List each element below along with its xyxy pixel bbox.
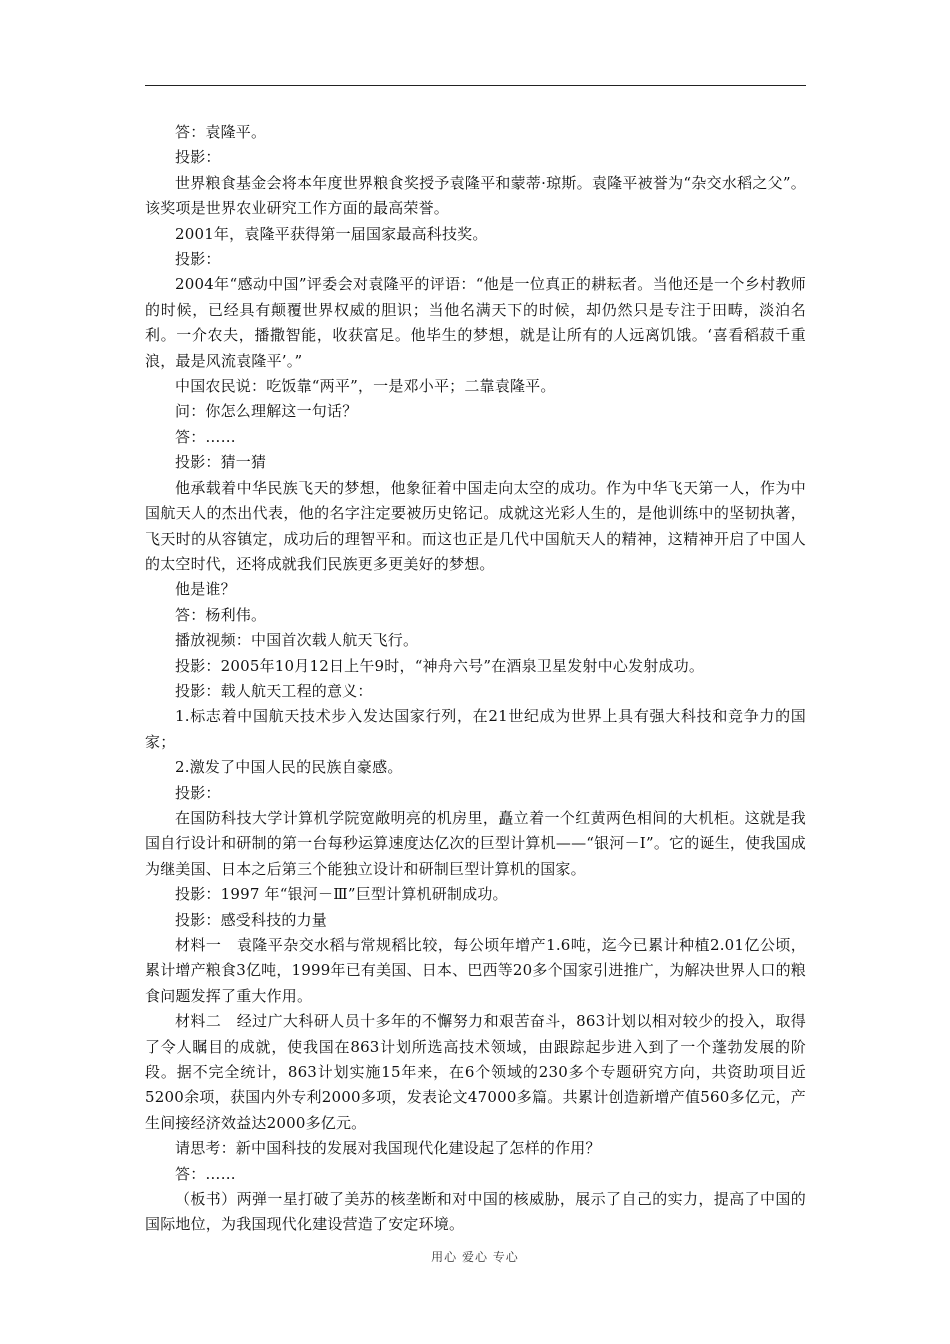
paragraph: 投影： [175, 783, 221, 802]
paragraph: 答：…… [175, 427, 236, 446]
paragraph: 投影：载人航天工程的意义： [175, 681, 373, 700]
paragraph: 投影： [175, 148, 221, 167]
paragraph: 投影：2005年10月12日上午9时，“神舟六号”在酒泉卫星发射中心发射成功。 [175, 656, 705, 675]
paragraph: 请思考：新中国科技的发展对我国现代化建设起了怎样的作用？ [175, 1139, 601, 1158]
paragraph: 材料一 袁隆平杂交水稻与常规稻比较，每公顷年增产1.6吨，迄今已累计种植2.01亿公顷，累计增产粮食3亿吨，1999年已有美国、日本、巴西等20多个国家引进推广，为解决世界人口的粮食问题发挥了重大作用。 [145, 936, 807, 1005]
paragraph: 投影：1997 年“银河－Ⅲ”巨型计算机研制成功。 [175, 885, 508, 904]
document-body [145, 120, 806, 1238]
paragraph: 播放视频：中国首次载人航天飞行。 [175, 631, 419, 650]
list-item: 1.标志着中国航天技术步入发达国家行列，在21世纪成为世界上具有强大科技和竞争力的国家； [145, 707, 806, 751]
page-footer: 用心 爱心 专心 [431, 1250, 519, 1264]
paragraph: 世界粮食基金会将本年度世界粮食奖授予袁隆平和蒙蒂·琼斯。袁隆平被誉为“杂交水稻之父”。该奖项是世界农业研究工作方面的最高荣誉。 [145, 173, 806, 218]
paragraph: 答：…… [175, 1164, 236, 1183]
paragraph: 材料二 经过广大科研人员十多年的不懈努力和艰苦奋斗，863计划以相对较少的投入，取得了令人瞩目的成就，使我国在863计划所选高技术领域，由跟踪起步进入到了一个蓬勃发展的阶段。据不完全统计，863计划实施15年来，在6个领域的230多个专题研究方向，共资助项目近5200余项，获国内外专利2000多项，发表论文47000多篇。共累计创造新增产值560多亿元，产生间接经济效益达2000多亿元。 [145, 1012, 806, 1132]
paragraph: （板书）两弹一星打破了美苏的核垄断和对中国的核威胁，展示了自己的实力，提高了中国的国际地位，为我国现代化建设营造了安定环境。 [145, 1190, 806, 1234]
paragraph: 答：杨利伟。 [175, 605, 267, 624]
paragraph: 投影：猜一猜 [175, 453, 267, 472]
paragraph: 中国农民说：吃饭靠“两平”，一是邓小平；二靠袁隆平。 [175, 377, 556, 396]
paragraph: 答：袁隆平。 [175, 123, 267, 141]
header-rule [145, 85, 806, 86]
paragraph: 投影：感受科技的力量 [175, 910, 328, 929]
paragraph: 2004年“感动中国”评委会对袁隆平的评语：“他是一位真正的耕耘者。当他还是一个乡村教师的时候，已经具有颠覆世界权威的胆识；当他名满天下的时候，却仍然只是专注于田畴，淡泊名利。一介农夫，播撒智能，收获富足。他毕生的梦想，就是让所有的人远离饥饿。‘喜看稻菽千重浪，最是风流袁隆平’。” [145, 275, 806, 370]
paragraph: 2001年，袁隆平获得第一届国家最高科技奖。 [175, 224, 488, 243]
paragraph: 在国防科技大学计算机学院宽敞明亮的机房里，矗立着一个红黄两色相间的大机柜。这就是我国自行设计和研制的第一台每秒运算速度达亿次的巨型计算机——“银河－Ⅰ”。它的诞生，使我国成为继美国、日本之后第三个能独立设计和研制巨型计算机的国家。 [145, 808, 806, 878]
paragraph: 他承载着中华民族飞天的梦想，他象征着中国走向太空的成功。作为中华飞天第一人，作为中国航天人的杰出代表，他的名字注定要被历史铭记。成就这光彩人生的，是他训练中的坚韧执著，飞天时的从容镇定，成功后的理智平和。而这也正是几代中国航天人的精神，这精神开启了中国人的太空时代，还将成就我们民族更多更美好的梦想。 [145, 478, 806, 573]
paragraph: 问：你怎么理解这一句话？ [175, 402, 358, 421]
paragraph: 投影： [175, 250, 221, 269]
paragraph: 他是谁？ [175, 580, 236, 599]
list-item: 2.激发了中国人民的民族自豪感。 [175, 758, 403, 777]
